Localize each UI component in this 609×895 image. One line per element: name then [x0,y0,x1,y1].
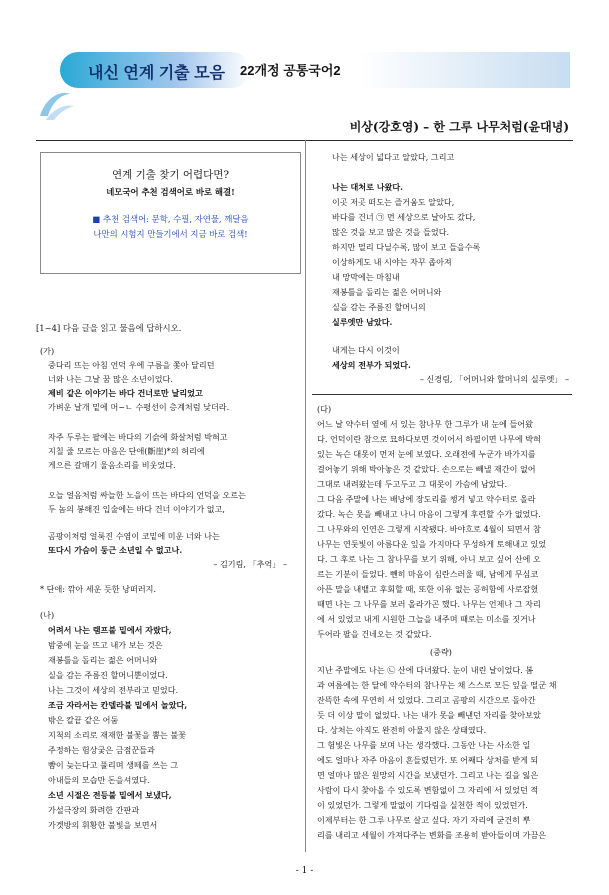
poem-line: 소년 시절은 전등불 밑에서 보냈다, [48,790,172,800]
poem-line: 실을 감는 주름진 할머니뿐이었다. [48,670,168,680]
poem-line: 게으른 갈매기 울음소리를 비웃었다. [48,460,176,470]
prose-line: 그 험빛은 나무를 보며 나는 생각했다. 그동안 나는 사소한 일 [317,740,531,750]
poem-line: 곰팡이처럼 얼룩진 수염이 코밑에 미운 너와 나는 [48,531,220,541]
poem-line: 제비 같은 이야기는 바다 건너로만 날리었고 [48,388,203,398]
prose-line: 다. 언덕이란 참으로 묘하다보면 것이어서 하필이면 나무에 박혀 [317,434,541,444]
poem-line: 조금 자라서는 칸델라불 밑에서 놀았다, [48,700,188,710]
header-label: 내신 연계 기출 모음 [88,65,225,82]
page-number: - 1 - [295,866,314,876]
poem-line: 주정하는 험상궂은 금점꾼들과 [48,745,155,755]
poem-line: 지칠 줄 모르는 마음은 단애(斷崖)*의 허리에 [48,446,205,456]
prose-line: 아픈 말을 내뱉고 후회할 때, 또한 이유 없는 공허함에 사로잡혔 [317,584,539,594]
prose-line: 면 얼마나 많은 원망의 시간을 보냈던가. 그리고 나는 길을 잃은 [317,770,539,780]
promo-box [40,152,301,274]
omission-marker: (중략) [430,647,452,657]
poem-line: 어려서 나는 램프불 밑에서 자랐다, [48,625,172,635]
poem-line: 실을 감는 주름진 할머니의 [332,302,426,312]
poem-line: 이상하게도 내 시야는 자꾸 좁아져 [332,257,452,267]
prose-line: 나무는 연둣빛이 아름다운 잎을 가지마다 무성하게 토해내고 있었 [317,539,547,549]
poem-line: 뺨이 늦는다고 풀리며 생떼를 쓰는 그 [48,760,179,770]
prose-line: 걸어놓기 위해 박아놓은 것 같았다. 손으로는 빼낼 재간이 없어 [317,464,536,474]
poem-line: 재봉틀을 돌리는 젊은 어머니와 [332,287,442,297]
poem-line: 두 놈의 봉해진 입술에는 바다 건너 이야기가 없고, [48,504,225,514]
poem-line: 나는 세상이 넓다고 알았다, 그리고 [332,152,455,162]
prose-line: 다. 상처는 아직도 완전히 아물지 않은 상태였다. [317,725,487,735]
promo-keywords: ■ 추천 검색어: 문학, 수필, 자연물, 깨달음 [92,214,249,224]
poem-line: 이곳 저곳 떠도는 즐거움도 알았다, [332,197,455,207]
poem-line: 아내들의 모습만 돈을셔였다. [48,775,150,785]
prose-line: 에도 얼마나 자주 마음이 흔들렸던가. 또 어째다 상처를 받게 되 [317,755,539,765]
prose-line: 갔다. 녹슨 못을 빼내고 나니 마음이 그렇게 후련할 수가 없었다. [317,509,541,519]
poem-line: 하지만 멀리 다닐수록, 많이 보고 들을수록 [332,242,481,252]
prose-line: 그대로 내려왔는데 두고두고 그 대못이 가슴에 남았다. [317,479,508,489]
page-title: 비상(강호영) – 한 그루 나무처럼(윤대녕) [349,120,569,134]
poem-line: 지척의 소리로 재재한 불꽃을 뿜는 불꽃 [48,730,186,740]
poem-line: 내 망막에는 마침내 [332,272,400,282]
section-label-ga: (가) [40,346,55,356]
prose-line: 있는 녹슨 대못이 먼저 눈에 보였다. 오래전에 누군가 바가지를 [317,449,536,459]
prose-line: 리를 내리고 세월이 가져다주는 변화를 조용히 받아들이며 가끔은 [317,830,547,840]
source-citation: – 신경림, 「어머니와 할머니의 실루엣」 – [419,374,569,384]
prose-line: 그 나무와의 인연은 그렇게 시작됐다. 바야흐로 4월이 되면서 참 [317,524,541,534]
prose-line: 잔뜩한 속에 무연히 서 있었다. 그리고 곰팡의 시간으로 돌아간 [317,695,536,705]
question-instruction: [1~4] 다음 글을 읽고 물음에 답하시오. [36,323,182,333]
poem-line: 실루엣만 남았다. [332,317,393,327]
swirl-logo-icon [36,86,76,122]
poem-line: 가겟방의 휘황한 불빛을 보면서 [48,820,158,830]
poem-line: 내게는 다시 이것이 [332,345,400,355]
poem-line: 세상의 전부가 되었다. [332,360,411,370]
prose-line: 과 여름에는 한 달에 약수터의 참나무는 채 스스로 모든 잎을 떨군 채 [317,680,557,690]
prose-line: 이 있었던가. 그렇게 말없이 기다림을 실천한 적이 있었던가. [317,800,528,810]
poem-line: 가설극장의 화려한 간판과 [48,805,140,815]
prose-line: 에 서 있었고 내게 시원한 그늘을 내주며 때로는 미소를 짓거나 [317,614,536,624]
prose-line: 이제부터는 한 그루 나무로 살고 싶다. 자기 자리에 굳건히 뿌 [317,815,531,825]
section-label-da: (다) [317,404,332,414]
poem-line: 많은 것을 보고 많은 것을 들었다. [332,227,450,237]
prose-line: 르는 기분이 들었다. 뺀히 마음이 심란스러울 때, 남에게 무심코 [317,569,539,579]
promo-subheading: 네모국어 추천 검색어로 바로 해결! [106,187,235,197]
prose-line: 그 다음 주말에 나는 배낭에 장도리를 챙겨 넣고 약수터로 올라 [317,494,536,504]
prose-line: 듯 더 이상 말이 없었다. 나는 내가 못을 빼낸던 자리를 찾아보았 [317,710,541,720]
promo-heading: 연계 기출 찾기 어렵다면? [111,169,230,181]
poem-line: 너와 나는 그날 꿈 많은 소년이었다. [48,374,173,384]
source-citation: – 김기림, 「추억」 – [213,559,287,569]
poem-line: 재봉틀을 돌리는 젊은 어머니와 [48,655,158,665]
promo-cta: 나만의 시험지 만들기에서 지금 바로 검색! [93,229,248,239]
header-decoration-bar [360,52,570,88]
poem-line: 나는 그것이 세상의 전부라고 믿었다. [48,685,179,695]
footnote: * 단애: 깎아 세운 듯한 낭떠러지. [40,584,157,594]
section-label-na: (나) [40,610,55,620]
poem-line: 가벼운 날개 밑에 머~ㄴ 수평선이 층계처럼 낮더라. [48,402,230,412]
poem-line: 중다리 뜨는 아침 언덕 우에 구름을 쫓아 달리던 [48,360,215,370]
column-divider [305,140,306,852]
poem-line: 바다를 건너 ㉠ 먼 세상으로 날아도 갔다, [332,212,476,222]
header-subject: 22개정 공통국어2 [240,63,341,78]
prose-line: 다. 그 후로 나는 그 참나무를 보기 위해, 아니 보고 싶어 산에 오 [317,554,541,564]
poem-line: 밖은 칼끝 같은 어둠 [48,715,119,725]
prose-line: 지난 주말에도 나는 ㉡ 산에 다녀왔다. 눈이 내린 날이었다. 봄 [317,665,534,675]
poem-line: 나는 대처로 나왔다. [332,182,404,192]
prose-line: 어느 날 약수터 옆에 서 있는 참나무 한 그루가 내 눈에 들어왔 [317,419,533,429]
prose-line: 사람이 다시 찾아올 수 있도록 변함없이 그 자리에 서 있었던 적 [317,785,539,795]
poem-line: 오늘 얼음처럼 싸늘한 노을이 뜨는 바다의 언덕을 오르는 [48,490,246,500]
poem-line: 밤중에 눈을 뜨고 내가 보는 것은 [48,640,163,650]
poem-line: 자주 두루는 팔에는 바다의 기슭에 화살처럼 박혀고 [48,432,228,442]
prose-line: 때면 나는 그 나무를 보러 올라가곤 했다. 나무는 언제나 그 자리 [317,599,541,609]
section-divider [312,394,572,395]
poem-line: 또다시 가슴이 둥근 소년일 수 없고나. [48,545,183,555]
prose-line: 두어라 팔을 건네오는 것 같았다. [317,629,432,639]
